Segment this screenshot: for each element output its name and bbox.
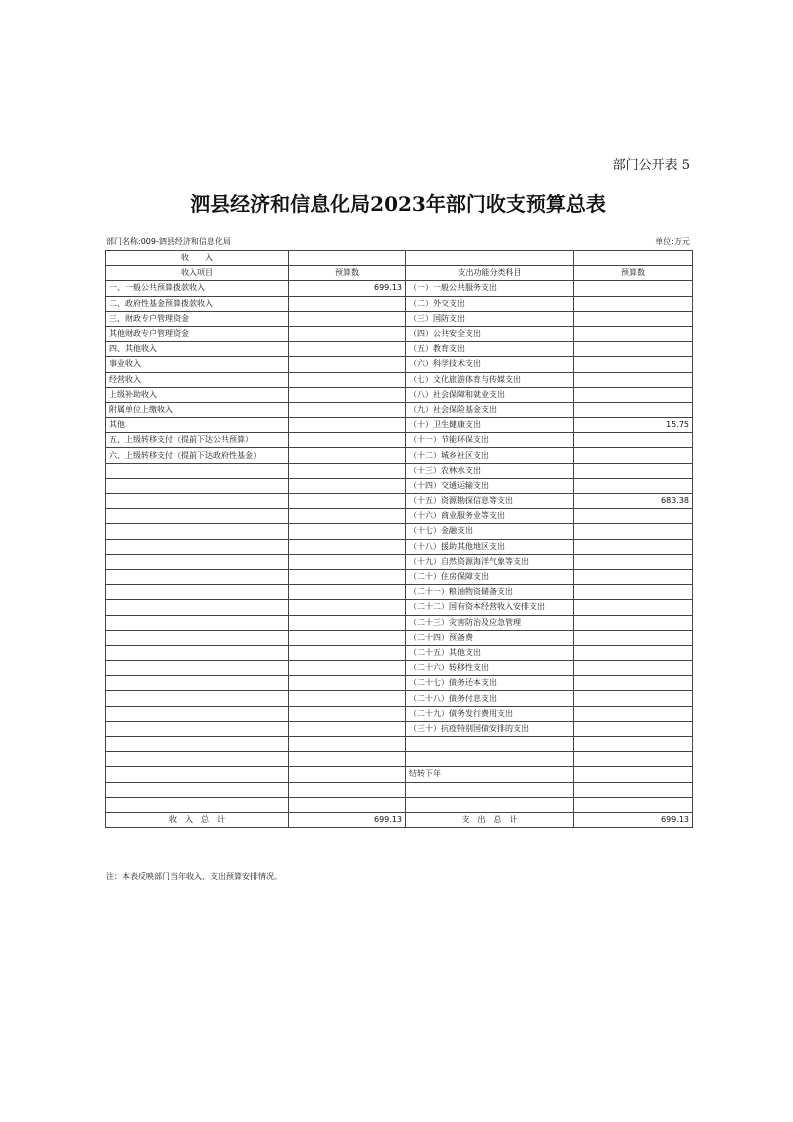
income-item-cell: 五、上级转移支付（提前下达公共预算） bbox=[106, 433, 289, 448]
table-row bbox=[106, 478, 693, 493]
income-value-cell bbox=[289, 357, 406, 372]
totals-row bbox=[106, 812, 693, 827]
table-row bbox=[106, 296, 693, 311]
table-row bbox=[106, 782, 693, 797]
expense-total-value: 699.13 bbox=[574, 812, 693, 827]
income-value-cell bbox=[289, 448, 406, 463]
income-item-cell bbox=[106, 661, 289, 676]
expense-item-cell: （四）公共安全支出 bbox=[406, 326, 574, 341]
expense-value-cell bbox=[574, 539, 693, 554]
income-value-cell bbox=[289, 402, 406, 417]
income-item-cell bbox=[106, 524, 289, 539]
expense-item-cell bbox=[406, 782, 574, 797]
income-value-cell bbox=[289, 721, 406, 736]
expense-value-cell bbox=[574, 448, 693, 463]
expense-value-cell bbox=[574, 600, 693, 615]
income-value-cell bbox=[289, 676, 406, 691]
income-item-cell bbox=[106, 721, 289, 736]
income-item-cell bbox=[106, 752, 289, 767]
income-value-cell bbox=[289, 691, 406, 706]
expense-value-cell bbox=[574, 661, 693, 676]
income-total-label: 收 入 总 计 bbox=[106, 812, 289, 827]
income-value-cell bbox=[289, 645, 406, 660]
income-value-cell bbox=[289, 418, 406, 433]
expense-item-cell bbox=[406, 737, 574, 752]
expense-item-cell: 结转下年 bbox=[406, 767, 574, 782]
table-row bbox=[106, 418, 693, 433]
table-row bbox=[106, 721, 693, 736]
income-value-cell bbox=[289, 752, 406, 767]
income-item-cell: 经营收入 bbox=[106, 372, 289, 387]
expense-value-cell bbox=[574, 569, 693, 584]
expense-value-cell bbox=[574, 524, 693, 539]
table-row bbox=[106, 448, 693, 463]
income-value-cell bbox=[289, 737, 406, 752]
table-row bbox=[106, 645, 693, 660]
income-value-cell: 699.13 bbox=[289, 281, 406, 296]
income-value-cell bbox=[289, 569, 406, 584]
income-value-cell bbox=[289, 296, 406, 311]
expense-value-cell bbox=[574, 721, 693, 736]
expense-value-cell bbox=[574, 296, 693, 311]
expense-value-cell bbox=[574, 509, 693, 524]
expense-item-cell: （一）一般公共服务支出 bbox=[406, 281, 574, 296]
income-item-cell bbox=[106, 600, 289, 615]
income-item-cell bbox=[106, 645, 289, 660]
expense-value-cell bbox=[574, 342, 693, 357]
expense-value-cell bbox=[574, 311, 693, 326]
expense-item-cell: （二十四）预备费 bbox=[406, 630, 574, 645]
income-value-cell bbox=[289, 554, 406, 569]
expense-value-cell bbox=[574, 554, 693, 569]
section-blank bbox=[406, 251, 574, 266]
unit-label: 单位:万元 bbox=[655, 237, 690, 246]
income-value-cell bbox=[289, 539, 406, 554]
table-row bbox=[106, 554, 693, 569]
income-value-cell bbox=[289, 706, 406, 721]
expense-value-cell bbox=[574, 463, 693, 478]
income-value-cell bbox=[289, 509, 406, 524]
expense-value-cell: 15.75 bbox=[574, 418, 693, 433]
expense-value-cell bbox=[574, 387, 693, 402]
expense-item-cell: （二）外交支出 bbox=[406, 296, 574, 311]
income-item-cell bbox=[106, 554, 289, 569]
table-row bbox=[106, 387, 693, 402]
income-item-cell bbox=[106, 615, 289, 630]
income-value-cell bbox=[289, 326, 406, 341]
income-item-cell bbox=[106, 585, 289, 600]
table-row bbox=[106, 402, 693, 417]
expense-item-cell: （十二）城乡社区支出 bbox=[406, 448, 574, 463]
expense-value-cell bbox=[574, 782, 693, 797]
expense-item-cell: （十五）资源勘探信息等支出 bbox=[406, 494, 574, 509]
income-item-cell bbox=[106, 463, 289, 478]
expense-value-cell bbox=[574, 676, 693, 691]
income-value-cell bbox=[289, 797, 406, 812]
section-income-label: 收 入 bbox=[106, 251, 289, 266]
expense-value-cell bbox=[574, 630, 693, 645]
expense-value-cell: 683.38 bbox=[574, 494, 693, 509]
income-value-cell bbox=[289, 387, 406, 402]
section-blank bbox=[574, 251, 693, 266]
income-item-cell: 上级补助收入 bbox=[106, 387, 289, 402]
table-row bbox=[106, 357, 693, 372]
income-item-cell: 六、上级转移支付（提前下达政府性基金） bbox=[106, 448, 289, 463]
income-item-cell: 其他 bbox=[106, 418, 289, 433]
expense-item-cell: （二十）住房保障支出 bbox=[406, 569, 574, 584]
expense-item-cell bbox=[406, 752, 574, 767]
income-value-cell bbox=[289, 433, 406, 448]
section-blank bbox=[289, 251, 406, 266]
income-item-cell: 二、政府性基金预算拨款收入 bbox=[106, 296, 289, 311]
income-value-cell bbox=[289, 767, 406, 782]
expense-item-cell: （二十七）债务还本支出 bbox=[406, 676, 574, 691]
table-body bbox=[106, 281, 693, 813]
expense-value-cell bbox=[574, 691, 693, 706]
table-row bbox=[106, 463, 693, 478]
header-expense-item: 支出功能分类科目 bbox=[406, 266, 574, 281]
income-item-cell bbox=[106, 509, 289, 524]
expense-item-cell: （五）教育支出 bbox=[406, 342, 574, 357]
expense-item-cell: （十七）金融支出 bbox=[406, 524, 574, 539]
income-item-cell bbox=[106, 737, 289, 752]
income-value-cell bbox=[289, 372, 406, 387]
table-row bbox=[106, 342, 693, 357]
income-value-cell bbox=[289, 311, 406, 326]
expense-item-cell: （十六）商业服务业等支出 bbox=[406, 509, 574, 524]
income-item-cell bbox=[106, 767, 289, 782]
table-row bbox=[106, 569, 693, 584]
income-value-cell bbox=[289, 478, 406, 493]
income-value-cell bbox=[289, 600, 406, 615]
table-row bbox=[106, 326, 693, 341]
income-total-value: 699.13 bbox=[289, 812, 406, 827]
section-row bbox=[106, 251, 693, 266]
table-row bbox=[106, 630, 693, 645]
department-name: 部门名称:009-泗县经济和信息化局 bbox=[106, 237, 231, 246]
income-item-cell bbox=[106, 478, 289, 493]
table-row bbox=[106, 281, 693, 296]
income-item-cell bbox=[106, 782, 289, 797]
expense-total-label: 支 出 总 计 bbox=[406, 812, 574, 827]
expense-item-cell: （七）文化旅游体育与传媒支出 bbox=[406, 372, 574, 387]
income-item-cell bbox=[106, 676, 289, 691]
expense-value-cell bbox=[574, 433, 693, 448]
expense-item-cell: （二十六）转移性支出 bbox=[406, 661, 574, 676]
table-row bbox=[106, 737, 693, 752]
income-item-cell: 事业收入 bbox=[106, 357, 289, 372]
table-note: 注：本表反映部门当年收入、支出预算安排情况。 bbox=[106, 872, 282, 881]
income-item-cell bbox=[106, 494, 289, 509]
expense-item-cell: （二十八）债务付息支出 bbox=[406, 691, 574, 706]
expense-item-cell: （二十二）国有资本经营收入安排支出 bbox=[406, 600, 574, 615]
expense-item-cell: （十四）交通运输支出 bbox=[406, 478, 574, 493]
expense-value-cell bbox=[574, 585, 693, 600]
expense-item-cell: （二十九）债务发行费用支出 bbox=[406, 706, 574, 721]
expense-item-cell: （六）科学技术支出 bbox=[406, 357, 574, 372]
table-row bbox=[106, 585, 693, 600]
header-income-item: 收入项目 bbox=[106, 266, 289, 281]
income-item-cell bbox=[106, 539, 289, 554]
expense-value-cell bbox=[574, 797, 693, 812]
income-value-cell bbox=[289, 615, 406, 630]
table-row bbox=[106, 433, 693, 448]
income-value-cell bbox=[289, 661, 406, 676]
income-item-cell bbox=[106, 797, 289, 812]
table-row bbox=[106, 676, 693, 691]
table-row bbox=[106, 797, 693, 812]
table-row bbox=[106, 494, 693, 509]
expense-item-cell: （十九）自然资源海洋气象等支出 bbox=[406, 554, 574, 569]
page-title: 泗县经济和信息化局2023年部门收支预算总表 bbox=[190, 192, 606, 216]
income-value-cell bbox=[289, 463, 406, 478]
expense-item-cell: （二十三）灾害防治及应急管理 bbox=[406, 615, 574, 630]
income-item-cell: 一、一般公共预算拨款收入 bbox=[106, 281, 289, 296]
expense-item-cell: （九）社会保险基金支出 bbox=[406, 402, 574, 417]
table-row bbox=[106, 539, 693, 554]
expense-value-cell bbox=[574, 752, 693, 767]
expense-value-cell bbox=[574, 357, 693, 372]
expense-value-cell bbox=[574, 767, 693, 782]
income-item-cell: 附属单位上缴收入 bbox=[106, 402, 289, 417]
expense-value-cell bbox=[574, 478, 693, 493]
income-item-cell bbox=[106, 691, 289, 706]
budget-table bbox=[105, 250, 693, 828]
table-row bbox=[106, 706, 693, 721]
expense-item-cell: （十三）农林水支出 bbox=[406, 463, 574, 478]
expense-item-cell: （二十五）其他支出 bbox=[406, 645, 574, 660]
table-row bbox=[106, 311, 693, 326]
expense-value-cell bbox=[574, 737, 693, 752]
income-item-cell bbox=[106, 706, 289, 721]
income-item-cell: 三、财政专户管理资金 bbox=[106, 311, 289, 326]
table-row bbox=[106, 372, 693, 387]
table-row bbox=[106, 767, 693, 782]
table-row bbox=[106, 752, 693, 767]
expense-item-cell: （二十一）粮油物资储备支出 bbox=[406, 585, 574, 600]
table-row bbox=[106, 691, 693, 706]
expense-value-cell bbox=[574, 326, 693, 341]
table-row bbox=[106, 600, 693, 615]
income-item-cell: 其他财政专户管理资金 bbox=[106, 326, 289, 341]
expense-value-cell bbox=[574, 645, 693, 660]
table-row bbox=[106, 615, 693, 630]
expense-value-cell bbox=[574, 281, 693, 296]
expense-value-cell bbox=[574, 615, 693, 630]
doc-code: 部门公开表 5 bbox=[612, 158, 690, 173]
expense-value-cell bbox=[574, 372, 693, 387]
income-value-cell bbox=[289, 782, 406, 797]
expense-item-cell: （三）国防支出 bbox=[406, 311, 574, 326]
expense-value-cell bbox=[574, 706, 693, 721]
table-row bbox=[106, 509, 693, 524]
expense-item-cell bbox=[406, 797, 574, 812]
header-row bbox=[106, 266, 693, 281]
expense-value-cell bbox=[574, 402, 693, 417]
income-item-cell bbox=[106, 630, 289, 645]
table-row bbox=[106, 661, 693, 676]
income-value-cell bbox=[289, 630, 406, 645]
income-value-cell bbox=[289, 494, 406, 509]
expense-item-cell: （三十）抗疫特别国债安排的支出 bbox=[406, 721, 574, 736]
expense-item-cell: （十一）节能环保支出 bbox=[406, 433, 574, 448]
header-income-budget: 预算数 bbox=[289, 266, 406, 281]
income-value-cell bbox=[289, 585, 406, 600]
expense-item-cell: （十八）援助其他地区支出 bbox=[406, 539, 574, 554]
income-value-cell bbox=[289, 342, 406, 357]
table-row bbox=[106, 524, 693, 539]
income-value-cell bbox=[289, 524, 406, 539]
expense-item-cell: （八）社会保障和就业支出 bbox=[406, 387, 574, 402]
income-item-cell bbox=[106, 569, 289, 584]
income-item-cell: 四、其他收入 bbox=[106, 342, 289, 357]
expense-item-cell: （十）卫生健康支出 bbox=[406, 418, 574, 433]
header-expense-budget: 预算数 bbox=[574, 266, 693, 281]
